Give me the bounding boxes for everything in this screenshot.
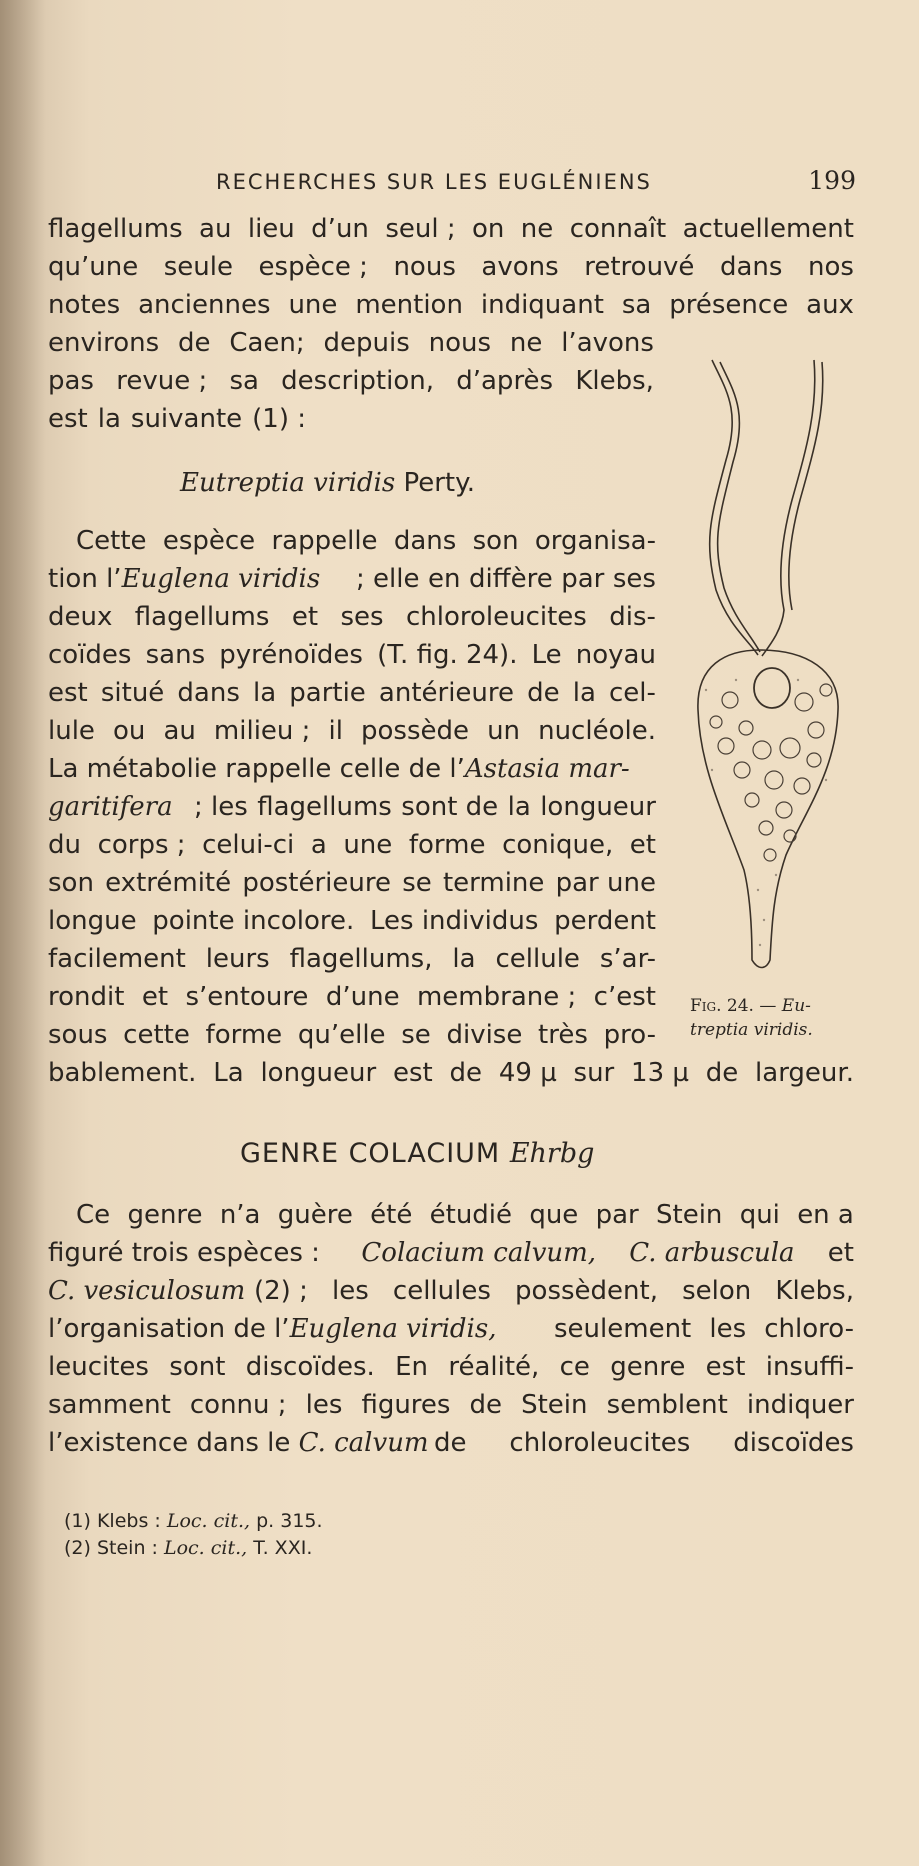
species-author: Perty. — [403, 468, 476, 498]
word: dis- — [609, 602, 656, 632]
word: environs — [48, 328, 160, 358]
word: et — [141, 982, 169, 1012]
word: d’une — [325, 982, 400, 1012]
word: son — [472, 526, 519, 556]
word: corps ; — [97, 830, 186, 860]
text-line — [48, 362, 654, 400]
word: la — [452, 944, 476, 974]
text-line — [48, 940, 656, 978]
word: coïdes — [48, 640, 132, 670]
taxon-name: C. vesiculosum — [48, 1276, 246, 1306]
word: et — [629, 830, 656, 860]
word: connaît — [569, 214, 667, 244]
word: aux — [806, 290, 854, 320]
word: ses — [340, 602, 384, 632]
word: les — [332, 1276, 369, 1306]
word: forme — [205, 1020, 283, 1050]
word: est — [393, 1058, 433, 1088]
text-line — [48, 1272, 854, 1310]
word: par — [595, 1200, 639, 1230]
word: ses — [612, 564, 656, 594]
word: étudié — [429, 1200, 513, 1230]
word: cellule — [495, 944, 580, 974]
word: nous — [428, 328, 492, 358]
genre-title: GENRE COLACIUM — [240, 1138, 501, 1169]
word: espèce ; — [258, 252, 368, 282]
word: une — [343, 830, 393, 860]
word: possède — [361, 716, 469, 746]
word: En — [395, 1352, 428, 1382]
word: ce — [559, 1352, 590, 1382]
word: Cette — [76, 526, 147, 556]
word: sont de — [401, 792, 499, 822]
word: forme — [408, 830, 486, 860]
word: conique, — [502, 830, 614, 860]
flagellum-right — [762, 360, 815, 656]
text-line — [48, 636, 656, 674]
word: la — [572, 678, 596, 708]
text-line — [48, 902, 656, 940]
word: un — [487, 716, 521, 746]
word: flagellums — [48, 214, 183, 244]
text-line — [48, 788, 656, 826]
word: c’est — [593, 982, 656, 1012]
taxon-name: Colacium calvum, — [361, 1238, 597, 1268]
word: été — [370, 1200, 413, 1230]
footnote-ref: Loc. cit., — [166, 1510, 251, 1532]
word: longue — [48, 906, 137, 936]
text-line — [48, 1234, 854, 1272]
word-group — [356, 560, 656, 598]
word: facilement — [48, 944, 186, 974]
word: deux — [48, 602, 113, 632]
word: partie — [289, 678, 366, 708]
word: réalité, — [448, 1352, 540, 1382]
caption-taxon: treptia viridis. — [690, 1020, 813, 1040]
word: se — [402, 868, 432, 898]
word: postérieure — [242, 868, 391, 898]
word: figures — [361, 1390, 451, 1420]
word: rappelle — [271, 526, 378, 556]
text-line — [48, 210, 854, 248]
word: La — [213, 1058, 244, 1088]
chloroleucites — [710, 684, 832, 861]
word: perdent — [554, 906, 656, 936]
word: flagellums — [257, 792, 392, 822]
word: lule — [48, 716, 95, 746]
word-group — [554, 1310, 854, 1348]
word: en a — [797, 1200, 854, 1230]
word: longueur — [540, 792, 656, 822]
word: est — [705, 1352, 746, 1382]
word: insuffi- — [765, 1352, 854, 1382]
word: espèce — [162, 526, 256, 556]
word: genre — [127, 1200, 203, 1230]
word: leurs — [205, 944, 270, 974]
text-line — [48, 674, 656, 712]
word: la — [507, 792, 531, 822]
text-line — [76, 522, 656, 560]
word: de — [449, 1058, 483, 1088]
word: la — [97, 404, 121, 434]
text-line — [48, 1016, 656, 1054]
word: sur — [573, 1058, 615, 1088]
word: on — [472, 214, 505, 244]
word: rondit — [48, 982, 125, 1012]
word: s’entoure — [185, 982, 309, 1012]
word: (T. fig. 24). — [377, 640, 518, 670]
word: de — [177, 328, 211, 358]
word: dans — [719, 252, 783, 282]
word: seule — [163, 252, 233, 282]
word: au — [199, 214, 232, 244]
footnotes — [64, 1508, 323, 1562]
word: au — [163, 716, 196, 746]
word: chloroleucites — [509, 1428, 691, 1458]
word: a — [310, 830, 327, 860]
text-run: l’organisation de l’ — [48, 1314, 290, 1344]
euglenoid-figure — [686, 350, 856, 990]
word: connu ; — [189, 1390, 287, 1420]
text-run: et — [827, 1238, 854, 1268]
word: bablement. — [48, 1058, 197, 1088]
word: actuellement — [682, 214, 854, 244]
word: discoïdes. — [245, 1352, 375, 1382]
text-line — [48, 1054, 854, 1092]
word: indiquant — [480, 290, 604, 320]
genre-author: Ehrbg — [509, 1138, 595, 1169]
footnote-page: p. 315. — [256, 1510, 323, 1532]
word: cellules — [392, 1276, 491, 1306]
taxon-name: Astasia mar- — [464, 754, 630, 784]
page-edge-shadow — [0, 0, 46, 1866]
word: noyau — [575, 640, 656, 670]
word: est — [48, 678, 88, 708]
text-line — [48, 1348, 854, 1386]
word: Stein — [521, 1390, 588, 1420]
word: de — [527, 678, 560, 708]
word: ne — [520, 214, 554, 244]
word: membrane ; — [416, 982, 577, 1012]
word: du — [48, 830, 81, 860]
word: chloro- — [764, 1314, 854, 1344]
word: sont — [169, 1352, 226, 1382]
word: qu’elle — [297, 1020, 386, 1050]
species-name: Eutreptia viridis — [180, 468, 396, 498]
word: Le — [531, 640, 562, 670]
word: de — [434, 1428, 467, 1458]
taxon-name: garitifera — [48, 792, 173, 822]
word: les — [305, 1390, 343, 1420]
word: (2) ; — [254, 1276, 308, 1306]
reservoir — [754, 668, 790, 708]
word-group — [194, 788, 656, 826]
running-title: RECHERCHES SUR LES EUGLÉNIENS — [216, 170, 652, 194]
word: semblent — [606, 1390, 728, 1420]
word: Klebs, — [775, 1276, 854, 1306]
word: pro- — [603, 1020, 656, 1050]
text-line — [48, 1310, 854, 1348]
text-run: tion l’ — [48, 564, 122, 594]
word: sa — [621, 290, 652, 320]
figure-caption — [690, 994, 860, 1042]
word: mention — [355, 290, 463, 320]
word: antérieure — [378, 678, 515, 708]
word: par une — [555, 868, 656, 898]
word: de — [469, 1390, 503, 1420]
word: en — [427, 564, 461, 594]
word: que — [529, 1200, 579, 1230]
word: qui — [739, 1200, 780, 1230]
taxon-name: Euglena viridis — [121, 564, 321, 594]
text-line — [48, 400, 348, 438]
text-line — [48, 826, 656, 864]
word: termine — [442, 868, 545, 898]
stipple — [705, 679, 827, 946]
word: ou — [112, 716, 146, 746]
text-run: La métabolie rappelle celle de l’ — [48, 754, 465, 784]
word: est — [48, 404, 88, 434]
word: dans — [393, 526, 457, 556]
word: ; les — [194, 792, 248, 822]
running-header — [216, 166, 856, 200]
text-line — [48, 286, 854, 324]
word-group — [434, 1424, 854, 1462]
word: seul ; — [385, 214, 456, 244]
word: il — [328, 716, 343, 746]
word: largeur. — [755, 1058, 854, 1088]
taxon-name: C. arbuscula — [629, 1238, 795, 1268]
flagellum-right-inner — [789, 362, 823, 610]
species-heading — [180, 468, 475, 498]
word: de — [705, 1058, 739, 1088]
word: samment — [48, 1390, 171, 1420]
cell-outline — [698, 650, 838, 968]
text-line — [48, 598, 656, 636]
word: Les individus — [369, 906, 539, 936]
caption-taxon: Eu- — [781, 996, 811, 1016]
word: revue ; — [116, 366, 208, 396]
word: cel- — [609, 678, 656, 708]
page-number: 199 — [808, 166, 856, 195]
text-line — [48, 750, 656, 788]
text-run: figuré trois espèces : — [48, 1238, 329, 1268]
word: discoïdes — [733, 1428, 854, 1458]
word: par — [561, 564, 605, 594]
word: avons — [481, 252, 559, 282]
text-line — [48, 1386, 854, 1424]
word: milieu ; — [213, 716, 311, 746]
word: extrémité — [105, 868, 232, 898]
word: organisa- — [534, 526, 656, 556]
word: 49 µ — [498, 1058, 557, 1088]
word: ; elle — [356, 564, 420, 594]
footnote-author: Stein : — [96, 1537, 158, 1559]
word: nous — [393, 252, 456, 282]
word: d’un — [311, 214, 369, 244]
word: chloroleucites — [405, 602, 587, 632]
word: (1) : — [252, 404, 307, 434]
footnote-author: Klebs : — [96, 1510, 161, 1532]
word: diffère — [468, 564, 553, 594]
footnote-ref: Loc. cit., — [163, 1537, 248, 1559]
word: suivante — [130, 404, 243, 434]
word-group — [254, 1272, 854, 1310]
word: Stein — [656, 1200, 723, 1230]
word: pointe incolore. — [152, 906, 355, 936]
word: selon — [682, 1276, 752, 1306]
word: leucites — [48, 1352, 149, 1382]
word: genre — [610, 1352, 686, 1382]
genre-heading — [240, 1138, 594, 1169]
footnote-number: (1) — [64, 1510, 91, 1532]
word: pas — [48, 366, 94, 396]
word: Caen; — [229, 328, 305, 358]
word: d’après — [456, 366, 554, 396]
word: Ce — [76, 1200, 111, 1230]
word: flagellums, — [289, 944, 433, 974]
word: ne — [509, 328, 543, 358]
taxon-name: Euglena viridis, — [289, 1314, 497, 1344]
text-line — [48, 560, 656, 598]
word: se — [401, 1020, 431, 1050]
text-line — [48, 978, 656, 1016]
word: cette — [123, 1020, 190, 1050]
word: la — [253, 678, 277, 708]
word: indiquer — [746, 1390, 854, 1420]
word: une — [288, 290, 338, 320]
word: situé — [100, 678, 165, 708]
word: nos — [808, 252, 854, 282]
text-line — [48, 712, 656, 750]
word: retrouvé — [584, 252, 695, 282]
word: flagellums — [134, 602, 270, 632]
word: sans — [145, 640, 206, 670]
word: guère — [277, 1200, 353, 1230]
word: et — [291, 602, 319, 632]
word: l’avons — [561, 328, 654, 358]
word: très — [538, 1020, 588, 1050]
text-line — [76, 1196, 854, 1234]
taxon-name: C. calvum — [298, 1428, 429, 1458]
footnote-number: (2) — [64, 1537, 91, 1559]
footnote — [64, 1535, 323, 1562]
word: anciennes — [138, 290, 271, 320]
word: longueur — [260, 1058, 377, 1088]
word: depuis — [323, 328, 410, 358]
word: qu’une — [48, 252, 139, 282]
word: sa — [229, 366, 259, 396]
word: pyrénoïdes — [219, 640, 363, 670]
word: présence — [669, 290, 789, 320]
word: celui-ci — [202, 830, 295, 860]
word: sous — [48, 1020, 108, 1050]
word: description, — [281, 366, 434, 396]
word: nucléole. — [538, 716, 656, 746]
footnote — [64, 1508, 323, 1535]
word: Klebs, — [575, 366, 654, 396]
word: 13 µ — [631, 1058, 689, 1088]
text-line — [48, 1424, 854, 1462]
footnote-page: T. XXI. — [253, 1537, 313, 1559]
text-line — [48, 248, 854, 286]
word: son — [48, 868, 94, 898]
text-line — [48, 864, 656, 902]
word: dans — [177, 678, 240, 708]
figure-label: Fig. 24. — [690, 996, 754, 1016]
word: les — [709, 1314, 747, 1344]
word: notes — [48, 290, 121, 320]
word: lieu — [247, 214, 295, 244]
word: s’ar- — [599, 944, 656, 974]
word: seulement — [554, 1314, 692, 1344]
word: n’a — [219, 1200, 261, 1230]
caption-dash: — — [759, 996, 777, 1016]
text-line — [48, 324, 654, 362]
text-run: l’existence dans le — [48, 1428, 299, 1458]
word: divise — [446, 1020, 523, 1050]
word: possèdent, — [515, 1276, 658, 1306]
